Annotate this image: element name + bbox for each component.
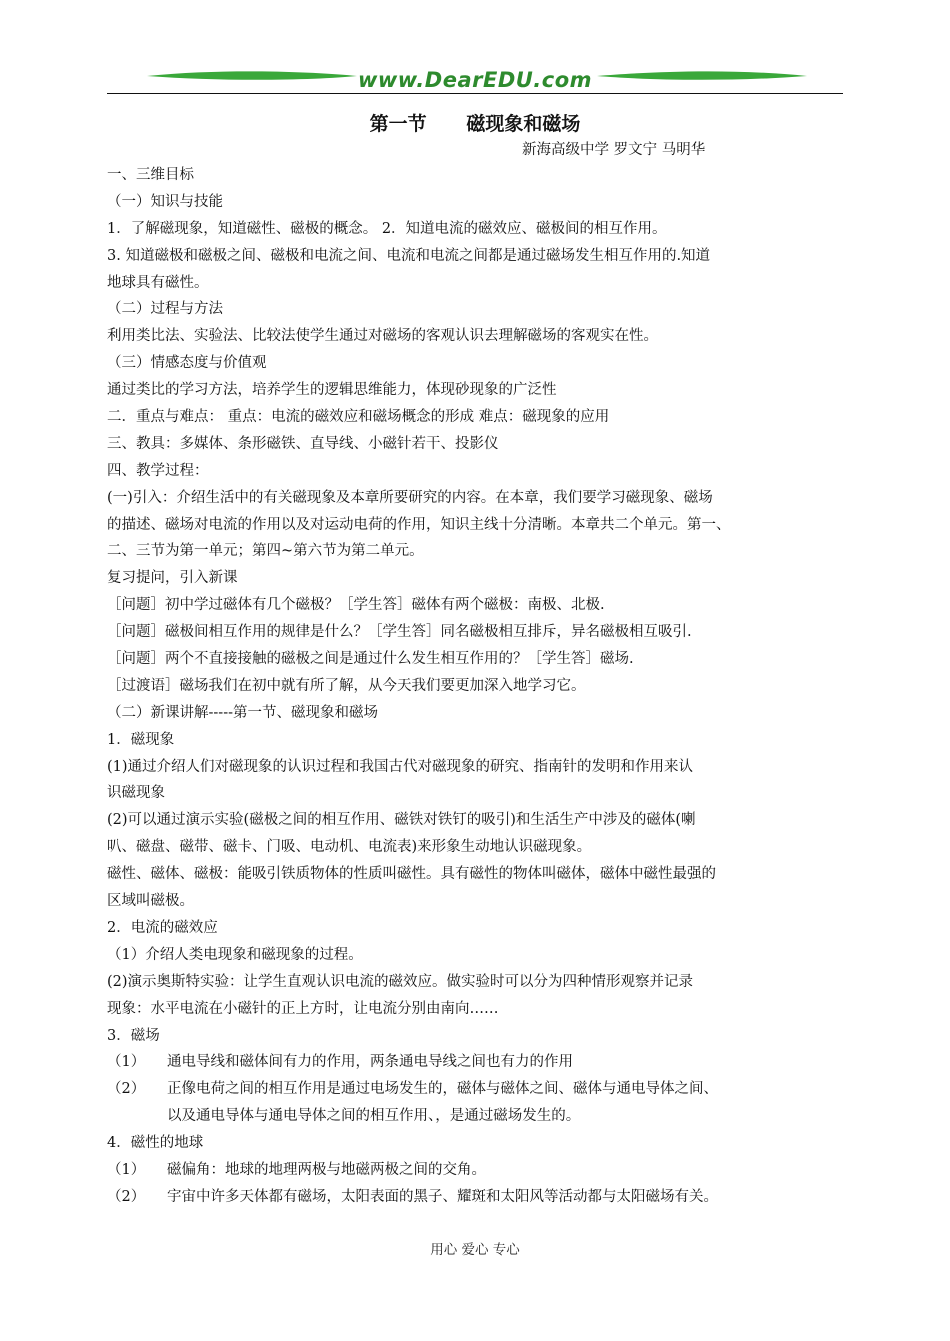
text-line: 1．磁现象 — [107, 731, 175, 748]
list-item-text: 正像电荷之间的相互作用是通过电场发生的，磁体与磁体之间、磁体与通电导体之间、 — [167, 1081, 718, 1098]
list-item-text: 磁偏角：地球的地理两极与地磁两极之间的交角。 — [167, 1161, 486, 1178]
list-item-text: 宇宙中许多天体都有磁场，太阳表面的黑子、耀斑和太阳风等活动都与太阳磁场有关。 — [167, 1188, 718, 1205]
text-line: 磁性、磁体、磁极：能吸引铁质物体的性质叫磁性。具有磁性的物体叫磁体，磁体中磁性最强的 — [107, 866, 716, 883]
text-line: 叭、磁盘、磁带、磁卡、门吸、电动机、电流表)来形象生动地认识磁现象。 — [107, 839, 592, 856]
list-item — [107, 1184, 847, 1211]
text-line: （二）过程与方法 — [107, 301, 223, 318]
text-line: 三、教具：多媒体、条形磁铁、直导线、小磁针若干、投影仪 — [107, 435, 499, 452]
text-line: 3. 知道磁极和磁极之间、磁极和电流之间、电流和电流之间都是通过磁场发生相互作用的.知道 — [107, 247, 711, 264]
page-footer: 用心 爱心 专心 — [430, 1242, 520, 1258]
text-line: (2)演示奥斯特实验：让学生直观认识电流的磁效应。做实验时可以分为四种情形观察并记录 — [107, 973, 694, 990]
site-logo-text: www.DearEDU.com — [357, 68, 593, 92]
text-line: 二．重点与难点： 重点：电流的磁效应和磁场概念的形成 难点：磁现象的应用 — [107, 409, 610, 426]
text-line: （一）知识与技能 — [107, 193, 223, 210]
text-line: （三）情感态度与价值观 — [107, 355, 267, 372]
text-line: 识磁现象 — [107, 785, 165, 802]
list-item-number: （1） — [107, 1161, 146, 1178]
text-line: ［问题］两个不直接接触的磁极之间是通过什么发生相互作用的？［学生答］磁场. — [107, 651, 634, 668]
list-item-number: （2） — [107, 1081, 146, 1098]
list-item — [107, 1157, 847, 1184]
section-heading: 3．磁场 — [107, 1027, 160, 1044]
text-line: ［问题］磁极间相互作用的规律是什么？［学生答］同名磁极相互排斥，异名磁极相互吸引. — [107, 624, 692, 641]
text-line: 复习提问，引入新课 — [107, 570, 238, 587]
list-item-text: 以及通电导体与通电导体之间的相互作用、，是通过磁场发生的。 — [167, 1108, 581, 1125]
document-title: 第一节 磁现象和磁场 — [369, 113, 581, 135]
text-line: ［问题］初中学过磁体有几个磁极？［学生答］磁体有两个磁极：南极、北极. — [107, 597, 605, 614]
text-line: 利用类比法、实验法、比较法使学生通过对磁场的客观认识去理解磁场的客观实在性。 — [107, 328, 658, 345]
text-line: (2)可以通过演示实验(磁极之间的相互作用、磁铁对铁钉的吸引)和生活生产中涉及的磁体(喇 — [107, 812, 696, 829]
text-line: 一、三维目标 — [107, 167, 194, 183]
text-line: （二）新课讲解-----第一节、磁现象和磁场 — [107, 704, 378, 721]
text-line: （1）介绍人类电现象和磁现象的过程。 — [107, 946, 363, 963]
text-line: (1)通过介绍人们对磁现象的认识过程和我国古代对磁现象的研究、指南针的发明和作用来认 — [107, 758, 694, 775]
text-line: (一)引入：介绍生活中的有关磁现象及本章所要研究的内容。在本章，我们要学习磁现象、磁场 — [107, 489, 713, 506]
text-line: 通过类比的学习方法，培养学生的逻辑思维能力，体现砂现象的广泛性 — [107, 382, 557, 399]
text-line: 四、教学过程： — [107, 462, 209, 479]
document-author: 新海高级中学 罗文宁 马明华 — [522, 142, 706, 158]
text-line: ［过渡语］磁场我们在初中就有所了解，从今天我们要更加深入地学习它。 — [107, 677, 586, 694]
list-item — [107, 1076, 847, 1103]
text-line: 现象：水平电流在小磁针的正上方时，让电流分别由南向…… — [107, 1000, 499, 1017]
text-line: 二、三节为第一单元；第四~第六节为第二单元。 — [107, 543, 424, 560]
list-item — [107, 1103, 847, 1130]
text-line: 的描述、磁场对电流的作用以及对运动电荷的作用，知识主线十分清晰。本章共二个单元。第一、 — [107, 516, 731, 533]
document-body — [107, 162, 847, 1211]
list-item — [107, 1049, 847, 1076]
section-heading: 4．磁性的地球 — [107, 1135, 204, 1152]
text-line: 区域叫磁极。 — [107, 893, 194, 910]
list-item-number: （2） — [107, 1188, 146, 1205]
list-item-number: （1） — [107, 1054, 146, 1071]
text-line: 1．了解磁现象，知道磁性、磁极的概念。 2．知道电流的磁效应、磁极间的相互作用。 — [107, 220, 667, 237]
text-line: 2．电流的磁效应 — [107, 919, 218, 936]
list-item-text: 通电导线和磁体间有力的作用，两条通电导线之间也有力的作用 — [167, 1054, 573, 1071]
text-line: 地球具有磁性。 — [107, 274, 209, 291]
header-divider — [107, 93, 843, 94]
site-logo-banner — [107, 64, 843, 100]
